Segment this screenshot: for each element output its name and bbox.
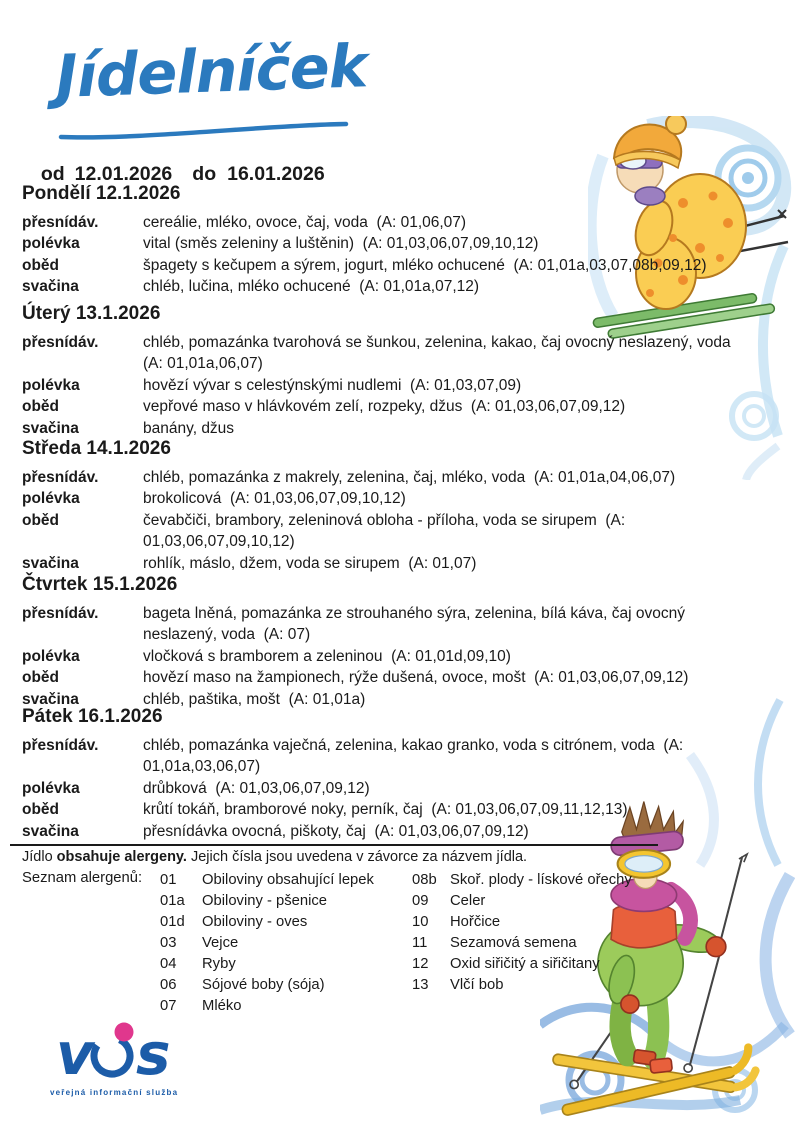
meal-text: vločková s bramborem a zeleninou (A: 01,01d,09,10) — [143, 647, 511, 665]
title-underline-swoosh — [58, 118, 350, 142]
allergen-row — [412, 933, 632, 954]
menu-row — [22, 212, 762, 233]
meal-label: oběd — [22, 801, 60, 819]
allergen-row — [160, 891, 374, 912]
allergen-name: Celer — [450, 893, 486, 909]
meal-label: polévka — [22, 779, 80, 797]
day-heading: Pátek 16.1.2026 — [22, 706, 163, 727]
allergen-row — [412, 891, 632, 912]
date-from-label: od — [40, 163, 65, 185]
date-to-label: do — [192, 163, 217, 185]
menu-row — [22, 667, 762, 688]
meal-text: hovězí vývar s celestýnskými nudlemi (A: 01,03,07,09) — [143, 376, 522, 394]
menu-row — [22, 467, 762, 488]
day-section-wednesday — [22, 438, 762, 574]
allergen-name: Skoř. plody - lískové ořechy — [450, 872, 632, 888]
allergen-column-2 — [412, 870, 632, 996]
allergen-name: Mléko — [202, 998, 242, 1014]
menu-row — [22, 821, 762, 842]
day-heading: Úterý 13.1.2026 — [22, 303, 161, 324]
divider-line — [10, 844, 658, 846]
allergen-name: Vlčí bob — [450, 977, 504, 993]
vis-logo-letter-v: v — [56, 1022, 94, 1084]
allergen-code: 01a — [160, 893, 185, 909]
meal-label: přesnídáv. — [22, 214, 99, 231]
meal-text: brokolicová (A: 01,03,06,07,09,10,12) — [143, 490, 406, 508]
menu-row — [22, 488, 762, 509]
meal-text: chléb, paštika, mošt (A: 01,01a) — [143, 690, 366, 708]
menu-row — [22, 799, 762, 820]
menu-row — [22, 646, 762, 667]
date-from-value: 12.01.2026 — [74, 163, 173, 185]
day-section-tuesday — [22, 303, 762, 439]
allergen-note — [22, 849, 527, 865]
allergen-row — [160, 975, 374, 996]
allergen-name: Oxid siřičitý a siřičitany — [450, 956, 600, 972]
allergen-code: 12 — [412, 956, 429, 972]
allergen-note-suffix: Jejich čísla jsou uvedena v závorce za názvem jídla. — [186, 849, 528, 865]
allergen-code: 09 — [412, 893, 429, 909]
allergen-row — [412, 870, 632, 891]
meal-text: rohlík, máslo, džem, voda se sirupem (A: 01,07) — [143, 554, 477, 572]
meal-label: svačina — [22, 822, 79, 840]
menu-row — [22, 332, 762, 375]
menu-row — [22, 375, 762, 396]
meal-label: přesnídáv. — [22, 469, 99, 486]
meal-label: polévka — [22, 490, 80, 508]
allergen-note-bold: obsahuje alergeny. — [56, 849, 187, 865]
meal-label: přesnídáv. — [22, 605, 99, 622]
meal-text: chléb, pomazánka vaječná, zelenina, kakao granko, voda s citrónem, voda (A: 01,01a,03,06,07) — [143, 737, 688, 776]
meal-label: svačina — [22, 419, 79, 437]
meal-label: oběd — [22, 256, 60, 274]
allergen-code: 04 — [160, 956, 177, 972]
allergen-code: 10 — [412, 914, 429, 930]
allergen-row — [160, 912, 374, 933]
meal-text: špagety s kečupem a sýrem, jogurt, mléko ochucené (A: 01,01a,03,07,08b,09,12) — [143, 256, 707, 274]
meal-label: polévka — [22, 235, 80, 253]
allergen-name: Hořčice — [450, 914, 501, 930]
allergen-name: Obiloviny - pšenice — [202, 893, 328, 909]
meal-label: oběd — [22, 398, 60, 416]
day-heading: Středa 14.1.2026 — [22, 438, 171, 459]
allergen-list-label: Seznam alergenů: — [22, 870, 143, 886]
allergen-code: 01d — [160, 914, 185, 930]
date-range — [30, 140, 325, 186]
allergen-row — [160, 933, 374, 954]
meal-label: polévka — [22, 376, 80, 394]
meal-text: banány, džus — [143, 419, 235, 437]
menu-row — [22, 510, 762, 553]
day-heading: Čtvrtek 15.1.2026 — [22, 574, 178, 595]
meal-text: hovězí maso na žampionech, rýže dušená, ovoce, mošt (A: 01,03,06,07,09,12) — [143, 669, 689, 687]
date-to-value: 16.01.2026 — [227, 163, 325, 185]
meal-text: vepřové maso v hlávkovém zelí, rozpeky, džus (A: 01,03,06,07,09,12) — [143, 398, 626, 416]
allergen-name: Obiloviny obsahující lepek — [202, 872, 374, 888]
meal-text: drůbková (A: 01,03,06,07,09,12) — [143, 779, 370, 797]
allergen-name: Vejce — [202, 935, 239, 951]
meal-label: polévka — [22, 647, 80, 665]
allergen-row — [160, 870, 374, 891]
meal-label: přesnídáv. — [22, 737, 99, 754]
menu-row — [22, 396, 762, 417]
allergen-code: 08b — [412, 872, 437, 888]
meal-text: chléb, pomazánka z makrely, zelenina, čaj, mléko, voda (A: 01,01a,04,06,07) — [143, 469, 676, 486]
allergen-row — [160, 954, 374, 975]
meal-label: svačina — [22, 690, 79, 708]
allergen-name: Ryby — [202, 956, 236, 972]
allergen-name: Obiloviny - oves — [202, 914, 308, 930]
meal-text: bageta lněná, pomazánka ze strouhaného sýra, zelenina, bílá káva, čaj ovocný neslazený, voda (A: 07) — [143, 605, 690, 644]
menu-row — [22, 418, 762, 439]
menu-row — [22, 553, 762, 574]
day-section-monday — [22, 183, 762, 298]
meal-text: čevabčiči, brambory, zeleninová obloha - příloha, voda se sirupem (A: 01,03,06,07,09,10,12) — [143, 511, 630, 551]
allergen-row — [412, 975, 632, 996]
allergen-code: 07 — [160, 998, 177, 1014]
meal-label: oběd — [22, 669, 60, 687]
meal-text: přesnídávka ovocná, piškoty, čaj (A: 01,03,06,07,09,12) — [143, 822, 529, 840]
meal-label: svačina — [22, 278, 79, 296]
day-section-friday — [22, 706, 762, 842]
allergen-name: Sójové boby (sója) — [202, 977, 325, 993]
meal-label: oběd — [22, 511, 60, 529]
allergen-code: 03 — [160, 935, 177, 951]
menu-row — [22, 233, 762, 254]
meal-text: vital (směs zeleniny a luštěnin) (A: 01,03,06,07,09,10,12) — [143, 235, 539, 253]
meal-label: přesnídáv. — [22, 334, 99, 351]
allergen-code: 11 — [412, 935, 428, 951]
allergen-row — [412, 912, 632, 933]
vis-logo-pink-dot — [115, 1023, 134, 1042]
page-title: Jídelníček — [54, 31, 368, 112]
allergen-column-1 — [160, 870, 374, 1017]
day-section-thursday — [22, 574, 762, 710]
menu-row — [22, 735, 762, 778]
allergen-code: 13 — [412, 977, 429, 993]
allergen-note-prefix: Jídlo — [22, 849, 57, 865]
meal-text: chléb, pomazánka tvarohová se šunkou, zelenina, kakao, čaj ovocný neslazený, voda (A: 01,01a,06,07) — [143, 334, 740, 373]
day-heading: Pondělí 12.1.2026 — [22, 183, 181, 204]
meal-label: svačina — [22, 554, 79, 572]
allergen-row — [160, 996, 374, 1017]
allergen-code: 06 — [160, 977, 177, 993]
meal-text: krůtí tokáň, bramborové noky, perník, čaj (A: 01,03,06,07,09,11,12,13) — [143, 801, 628, 819]
meal-text: cereálie, mléko, ovoce, čaj, voda (A: 01,06,07) — [143, 214, 467, 231]
menu-row — [22, 276, 762, 297]
vis-logo-letter-s: s — [136, 1022, 171, 1084]
menu-row — [22, 255, 762, 276]
menu-row — [22, 778, 762, 799]
meal-text: chléb, lučina, mléko ochucené (A: 01,01a,07,12) — [143, 278, 480, 296]
vis-logo-subtext: veřejná informační služba — [50, 1088, 179, 1097]
menu-row — [22, 603, 762, 646]
allergen-row — [412, 954, 632, 975]
allergen-code: 01 — [160, 872, 177, 888]
allergen-name: Sezamová semena — [450, 935, 577, 951]
vis-logo — [48, 1022, 218, 1084]
